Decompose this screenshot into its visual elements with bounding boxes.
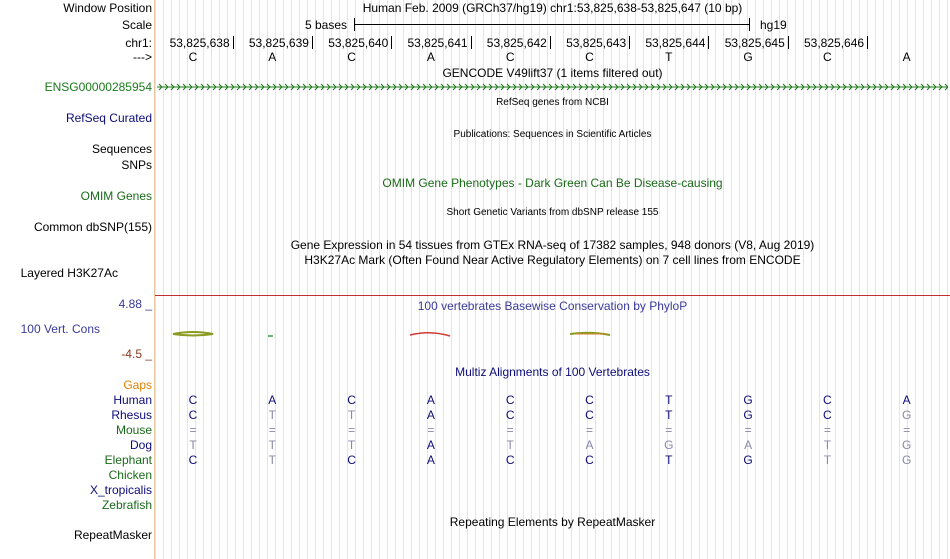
alignment-base: G: [902, 453, 912, 467]
alignment-base: =: [744, 423, 752, 437]
alignment-base: C: [347, 453, 356, 467]
multiz-track-title: Multiz Alignments of 100 Vertebrates: [455, 365, 650, 379]
ruler-tick: [233, 36, 234, 49]
reference-base: T: [665, 50, 673, 64]
alignment-base: T: [268, 453, 276, 467]
h3k27ac-signal-line: [155, 295, 950, 296]
species-label-rhesus[interactable]: Rhesus: [111, 408, 152, 422]
alignment-base: T: [268, 438, 276, 452]
alignment-base: C: [823, 393, 832, 407]
reference-base: A: [902, 50, 911, 64]
alignment-base: T: [823, 438, 832, 452]
phylop-min-label: -4.5 _: [121, 347, 152, 361]
ruler-tick: [471, 36, 472, 49]
scale-label: Scale: [121, 18, 152, 32]
alignment-base: T: [347, 438, 356, 452]
reference-base: C: [188, 50, 198, 64]
scale-bar-left-end: [354, 18, 355, 31]
alignment-base: C: [188, 408, 198, 422]
gencode-track-title: GENCODE V49lift37 (1 items filtered out): [442, 66, 663, 80]
scale-bar: [354, 24, 750, 25]
assembly-position-text: Human Feb. 2009 (GRCh37/hg19) chr1:53,825,638-53,825,647 (10 bp): [362, 1, 743, 15]
alignment-base: G: [902, 408, 912, 422]
alignment-base: =: [823, 423, 831, 437]
alignment-base: T: [823, 453, 832, 467]
ruler-coordinate: 53,825,641: [407, 36, 468, 50]
alignment-base: C: [823, 408, 832, 422]
scale-bases-label: 5 bases: [305, 18, 348, 32]
ruler-tick: [550, 36, 551, 49]
alignment-base: G: [664, 438, 674, 452]
ruler-tick: [708, 36, 709, 49]
phylop-signal: [155, 326, 950, 342]
alignment-base: G: [743, 408, 753, 422]
publications-sequences-label[interactable]: Sequences: [91, 142, 152, 156]
ruler-tick: [312, 36, 313, 49]
gene-strand-arrows: [157, 80, 948, 94]
track-data-area[interactable]: [155, 0, 950, 559]
reference-base: C: [505, 50, 515, 64]
alignment-base: =: [903, 423, 911, 437]
ruler-coordinate: 53,825,638: [169, 36, 230, 50]
reference-base: C: [823, 50, 832, 64]
gencode-gene-feature[interactable]: [157, 80, 948, 94]
refseq-track-title: RefSeq genes from NCBI: [496, 97, 609, 108]
species-label-human[interactable]: Human: [113, 393, 152, 407]
species-label-mouse[interactable]: Mouse: [115, 423, 152, 437]
alignment-base: =: [506, 423, 514, 437]
omim-track-title: OMIM Gene Phenotypes - Dark Green Can Be Disease-causing: [382, 176, 723, 190]
alignment-base: =: [427, 423, 435, 437]
alignment-base: =: [665, 423, 673, 437]
gaps-label: Gaps: [123, 378, 152, 392]
alignment-base: A: [902, 393, 911, 407]
alignment-base: A: [744, 438, 753, 452]
phylop-track-title: 100 vertebrates Basewise Conservation by PhyloP: [417, 299, 688, 313]
phylop-max-label: 4.88 _: [118, 297, 152, 311]
h3k27ac-track-title: H3K27Ac Mark (Often Found Near Active Regulatory Elements) on 7 cell lines from ENCODE: [304, 253, 801, 267]
alignment-base: C: [347, 393, 356, 407]
species-label-elephant[interactable]: Elephant: [104, 453, 152, 467]
reference-base: G: [743, 50, 753, 64]
reference-base: C: [585, 50, 594, 64]
publications-track-title: Publications: Sequences in Scientific Articles: [453, 129, 652, 140]
reference-base: C: [347, 50, 356, 64]
reference-base: A: [268, 50, 277, 64]
alignment-base: C: [505, 453, 515, 467]
alignment-base: C: [585, 408, 594, 422]
publications-snps-label[interactable]: SNPs: [121, 158, 152, 172]
ruler-coordinate: 53,825,646: [803, 36, 865, 50]
alignment-base: A: [585, 438, 594, 452]
alignment-base: C: [585, 453, 594, 467]
gencode-track-label[interactable]: ENSG00000285954: [44, 80, 152, 94]
ruler-tick: [788, 36, 789, 49]
ruler-tick: [391, 36, 392, 49]
ruler-coordinate: 53,825,639: [248, 36, 309, 50]
scale-db-label: hg19: [760, 18, 787, 32]
species-label-chicken[interactable]: Chicken: [108, 468, 152, 482]
ruler-coordinate: 53,825,642: [486, 36, 547, 50]
alignment-base: G: [743, 453, 753, 467]
refseq-track-label[interactable]: RefSeq Curated: [65, 111, 152, 125]
track-label-column: [0, 0, 155, 559]
species-label-zebrafish[interactable]: Zebrafish: [101, 498, 152, 512]
alignment-base: A: [426, 393, 435, 407]
alignment-base: T: [268, 408, 276, 422]
repeatmasker-track-title: Repeating Elements by RepeatMasker: [449, 515, 656, 529]
window-position-label: Window Position: [63, 1, 152, 15]
alignment-base: T: [506, 438, 514, 452]
alignment-base: C: [505, 408, 515, 422]
ruler-coordinate: 53,825,645: [724, 36, 785, 50]
alignment-base: C: [188, 393, 198, 407]
alignment-base: =: [189, 423, 197, 437]
species-label-dog[interactable]: Dog: [129, 438, 152, 452]
species-label-x_tropicalis[interactable]: X_tropicalis: [89, 483, 152, 497]
ruler-coordinate: 53,825,640: [328, 36, 389, 50]
alignment-base: T: [665, 408, 673, 422]
phylop-track-label[interactable]: 100 Vert. Cons: [20, 322, 100, 336]
alignment-base: C: [188, 453, 198, 467]
alignment-base: A: [426, 438, 435, 452]
alignment-base: A: [426, 453, 435, 467]
gtex-track-title: Gene Expression in 54 tissues from GTEx RNA-seq of 17382 samples, 948 donors (V8, Aug 2019): [290, 238, 815, 252]
alignment-base: A: [426, 408, 435, 422]
alignment-base: A: [268, 393, 277, 407]
dbsnp-track-label[interactable]: Common dbSNP(155): [33, 220, 152, 234]
reference-base: A: [426, 50, 435, 64]
alignment-base: =: [268, 423, 276, 437]
ruler-coordinate: 53,825,644: [645, 36, 706, 50]
alignment-base: C: [505, 393, 515, 407]
alignment-base: G: [902, 438, 912, 452]
grid-line: [155, 0, 156, 559]
alignment-base: T: [347, 408, 356, 422]
scale-bar-right-end: [749, 18, 750, 31]
alignment-base: =: [585, 423, 593, 437]
chrom-label: chr1:: [125, 36, 152, 50]
alignment-base: T: [189, 438, 197, 452]
ruler-tick: [867, 36, 868, 49]
alignment-base: C: [585, 393, 594, 407]
alignment-base: G: [743, 393, 753, 407]
alignment-base: T: [665, 393, 673, 407]
strand-label: --->: [133, 50, 152, 64]
h3k27ac-track-label[interactable]: Layered H3K27Ac: [20, 266, 118, 280]
ruler-tick: [629, 36, 630, 49]
omim-track-label[interactable]: OMIM Genes: [80, 189, 152, 203]
repeatmasker-track-label[interactable]: RepeatMasker: [73, 528, 152, 542]
alignment-base: T: [665, 453, 673, 467]
ruler-coordinate: 53,825,643: [566, 36, 627, 50]
dbsnp-track-title: Short Genetic Variants from dbSNP release 155: [446, 207, 659, 218]
alignment-base: =: [348, 423, 356, 437]
